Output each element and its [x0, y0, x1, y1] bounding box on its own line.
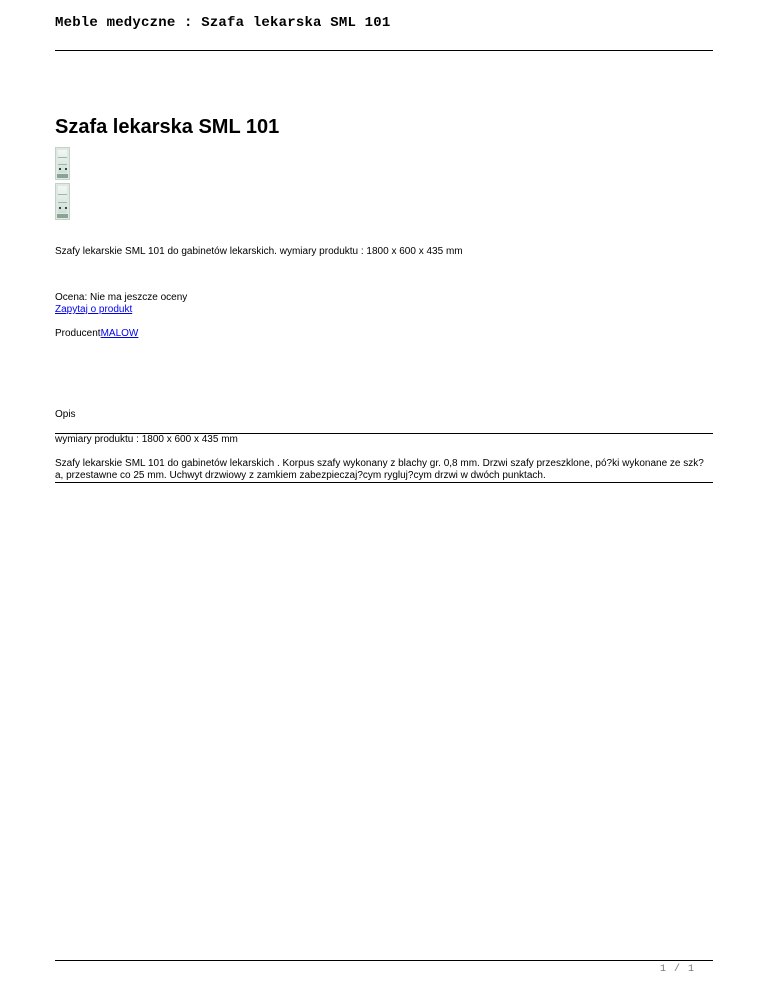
page-header — [55, 14, 713, 32]
product-dimensions: wymiary produktu : 1800 x 600 x 435 mm — [55, 434, 238, 445]
product-title: Szafa lekarska SML 101 — [55, 116, 280, 138]
description-end-divider — [55, 482, 713, 483]
manufacturer-label: Producent — [55, 328, 101, 339]
product-rating: Ocena: Nie ma jeszcze oceny — [55, 292, 188, 303]
product-image-thumbnail[interactable] — [55, 183, 70, 220]
product-image-thumbnail[interactable] — [55, 147, 70, 180]
footer-divider — [55, 960, 713, 961]
manufacturer-link[interactable]: MALOW — [100, 328, 139, 339]
page-number: 1 / 1 — [659, 964, 695, 975]
header-title: Meble medyczne : Szafa lekarska SML 101 — [55, 15, 391, 31]
description-heading: Opis — [55, 409, 76, 420]
product-description: Szafy lekarskie SML 101 do gabinetów lekarskich . Korpus szafy wykonany z blachy gr. 0,8 mm. Drzwi szafy przeszklone, pó?ki wykonane ze szk?a, przestawne co 25 mm. Uchwyt drzwiowy z zamkiem zabezpieczaj?cym rygluj?cym drzwi w dwóch punktach. — [55, 458, 704, 481]
manufacturer-row — [55, 328, 138, 340]
product-short-description: Szafy lekarskie SML 101 do gabinetów lekarskich. wymiary produktu : 1800 x 600 x 435 mm — [55, 246, 463, 257]
ask-about-product-link[interactable]: Zapytaj o produkt — [55, 304, 133, 315]
header-divider — [55, 50, 713, 51]
